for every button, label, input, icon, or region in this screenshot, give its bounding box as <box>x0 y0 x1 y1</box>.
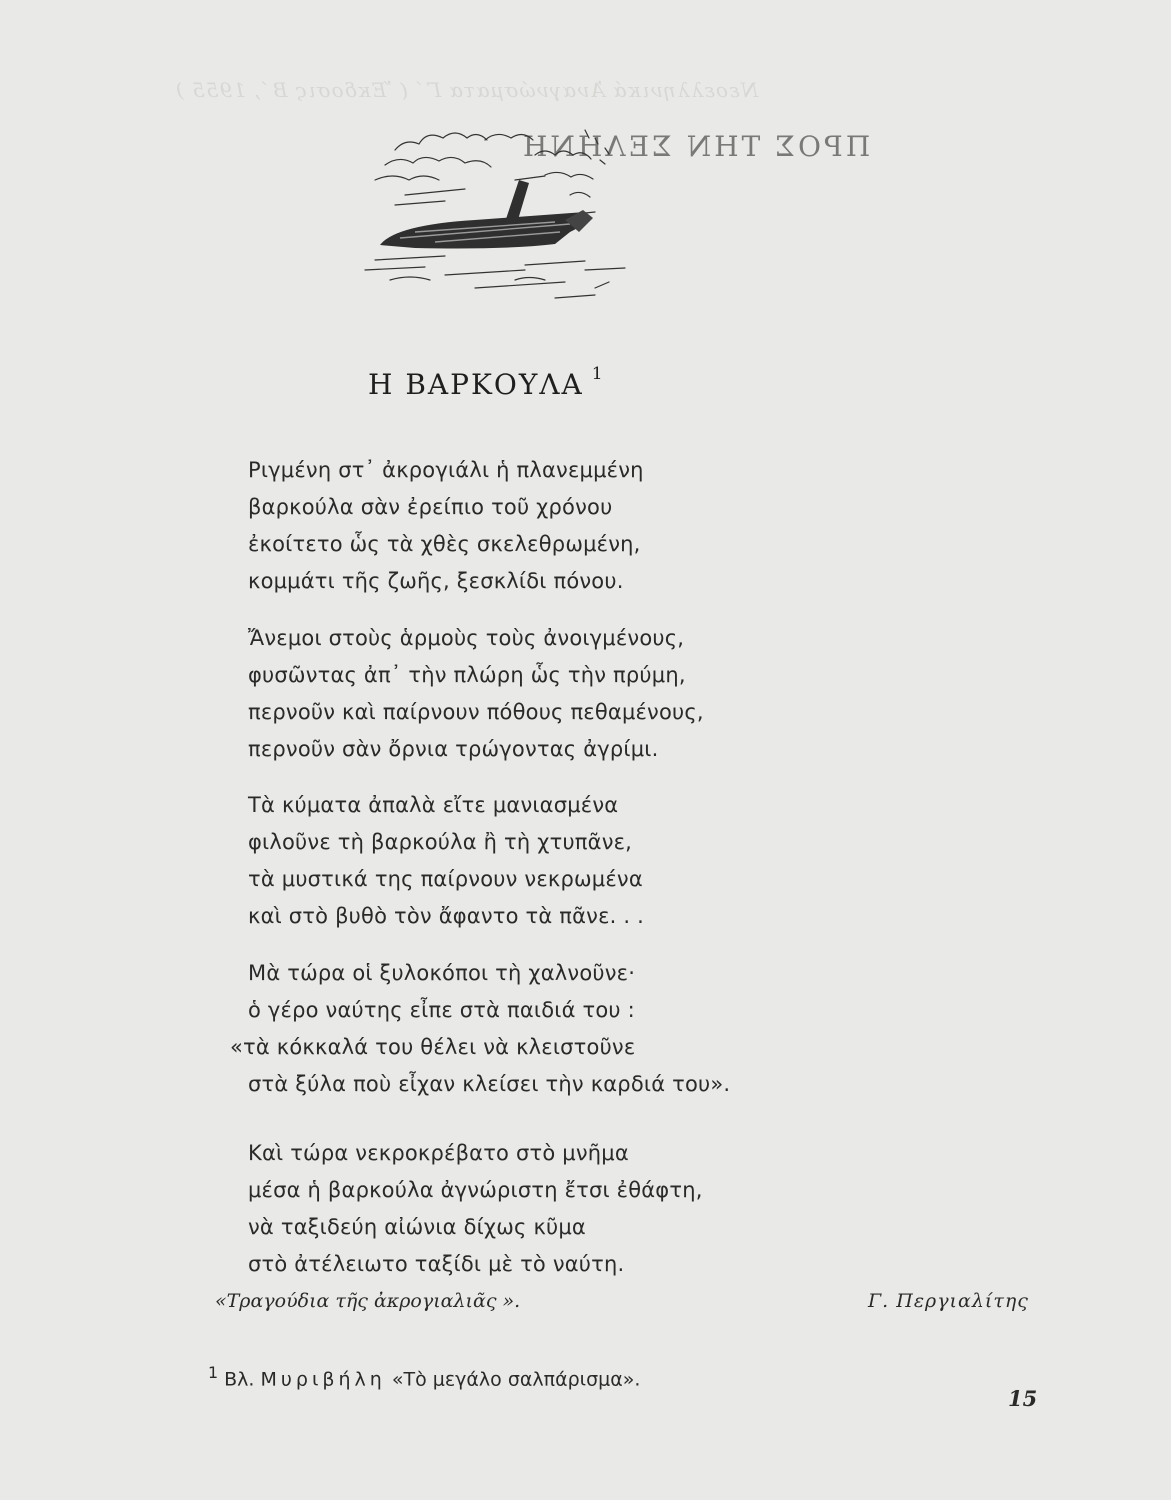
verse-line: «τὰ κόκκαλά του θέλει νὰ κλειστοῦνε <box>230 1035 636 1059</box>
verse-line: ὁ γέρο ναύτης εἶπε στὰ παιδιά του : <box>248 998 635 1022</box>
verse-line: καὶ στὸ βυθὸ τὸν ἄφαντο τὰ πᾶνε. . . <box>248 904 645 928</box>
verse-line: στὸ ἀτέλειωτο ταξίδι μὲ τὸ ναύτη. <box>248 1252 625 1276</box>
verse-line: στὰ ξύλα ποὺ εἶχαν κλείσει τὴν καρδιά του». <box>248 1072 731 1096</box>
title-footnote-mark: 1 <box>591 364 605 384</box>
verse-line: Ἄνεμοι στοὺς ἁρμοὺς τοὺς ἀνοιγμένους, <box>248 626 685 650</box>
stanza-5 <box>248 1135 703 1283</box>
bleed-through-title: ΠΡΟΣ ΤΗΝ ΣΕΛΗΝΗ <box>520 130 871 163</box>
footnote-mark: 1 <box>208 1363 219 1382</box>
stanza-4 <box>230 955 731 1103</box>
verse-line: κομμάτι τῆς ζωῆς, ξεσκλίδι πόνου. <box>248 569 624 593</box>
footnote-prefix: Βλ. <box>224 1368 255 1391</box>
page-number: 15 <box>1008 1386 1038 1411</box>
footnote-work: «Τὸ μεγάλο σαλπάρισμα». <box>391 1368 641 1391</box>
verse-line: Τὰ κύματα ἀπαλὰ εἴτε μανιασμένα <box>248 793 619 817</box>
verse-line: περνοῦν καὶ παίρνουν πόθους πεθαμένους, <box>248 700 704 724</box>
verse-line: μέσα ἡ βαρκούλα ἀγνώριστη ἔτσι ἐθάφτη, <box>248 1178 703 1202</box>
stanza-2 <box>248 620 704 768</box>
verse-line: φυσῶντας ἀπ᾽ τὴν πλώρη ὧς τὴν πρύμη, <box>248 663 686 687</box>
verse-line: ἐκοίτετο ὧς τὰ χθὲς σκελεθρωμένη, <box>248 532 641 556</box>
verse-line: βαρκούλα σὰν ἐρείπιο τοῦ χρόνου <box>248 495 613 519</box>
verse-line: φιλοῦνε τὴ βαρκούλα ἢ τὴ χτυπᾶνε, <box>248 830 633 854</box>
verse-line: Μὰ τώρα οἱ ξυλοκόποι τὴ χαλνοῦνε· <box>248 961 636 985</box>
boat-illustration <box>355 120 655 305</box>
source-citation: «Τραγούδια τῆς ἀκρογιαλιᾶς ». <box>215 1290 521 1312</box>
stanza-1 <box>248 452 644 600</box>
author-name: Γ. Περγιαλίτης <box>868 1290 1029 1312</box>
verse-line: Ριγμένη στ᾽ ἀκρογιάλι ἡ πλανεμμένη <box>248 458 644 482</box>
footnote-author: Μυριβήλη <box>260 1368 386 1391</box>
verse-line: νὰ ταξιδεύη αἰώνια δίχως κῦμα <box>248 1215 586 1239</box>
poem-title-text: Η ΒΑΡΚΟΥΛΑ <box>368 368 584 401</box>
verse-line: περνοῦν σὰν ὄρνια τρώγοντας ἀγρίμι. <box>248 737 659 761</box>
bleed-through-header: Νεοελληνικά Ἀναγνώσματα Γ΄ ( Ἔκδοσις Β΄, 1955 ) <box>175 78 759 102</box>
verse-line: τὰ μυστικά της παίρνουν νεκρωμένα <box>248 867 643 891</box>
stanza-3 <box>248 787 644 935</box>
poem-title <box>368 364 605 401</box>
footnote <box>208 1363 640 1390</box>
verse-line: Καὶ τώρα νεκροκρέβατο στὸ μνῆμα <box>248 1141 629 1165</box>
